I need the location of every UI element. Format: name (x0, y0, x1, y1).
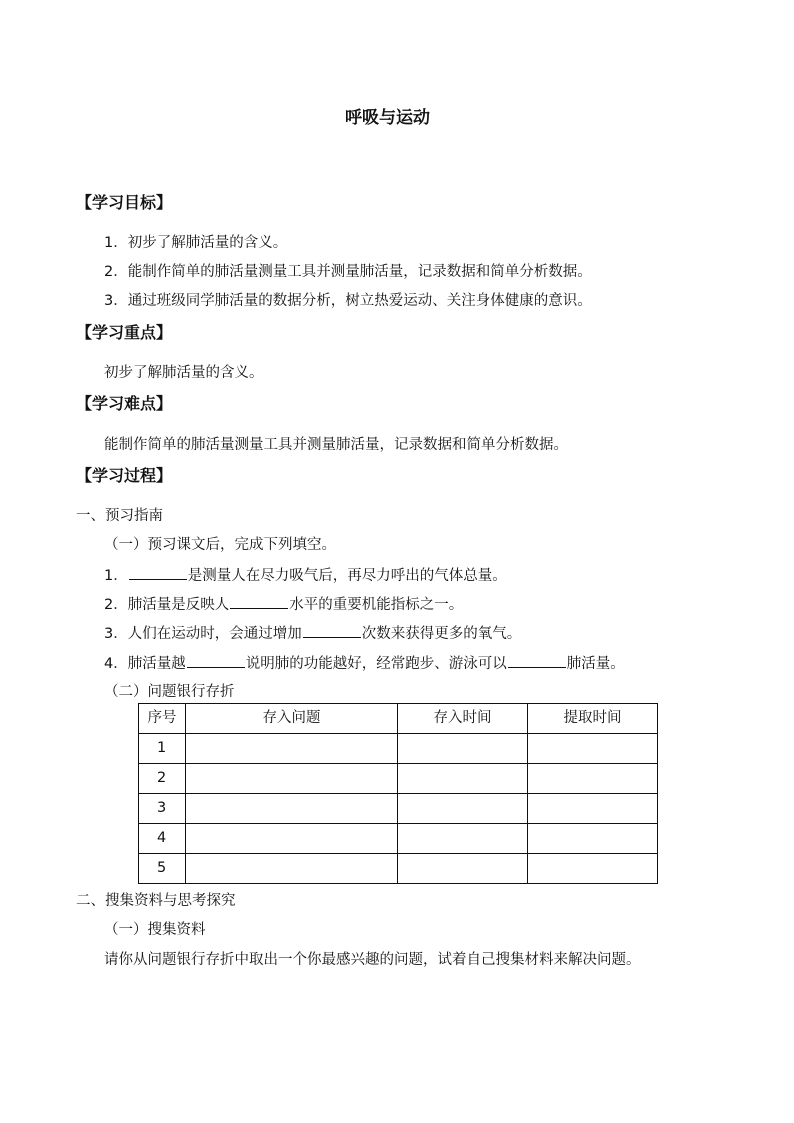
table-row (139, 794, 658, 824)
question-1-suffix: 是测量人在尽力吸气后，再尽力呼出的气体总量。 (187, 568, 507, 584)
part2-text: 请你从问题银行存折中取出一个你最感兴趣的问题，试着自己搜集材料来解决问题。 (104, 952, 641, 968)
question-1-blank[interactable] (129, 565, 187, 580)
question-3-suffix: 次数来获得更多的氧气。 (361, 626, 522, 642)
row-number: 3 (139, 794, 186, 824)
deposit-time-cell[interactable] (398, 854, 528, 884)
deposit-time-cell[interactable] (398, 794, 528, 824)
question-2 (104, 594, 463, 615)
question-cell[interactable] (186, 794, 398, 824)
question-4-suffix: 肺活量。 (566, 656, 625, 672)
key-point-text: 初步了解肺活量的含义。 (104, 365, 264, 381)
withdraw-time-cell[interactable] (528, 794, 658, 824)
question-3-blank[interactable] (303, 623, 361, 638)
difficulty-text: 能制作简单的肺活量测量工具并测量肺活量，记录数据和简单分析数据。 (104, 437, 568, 453)
question-cell[interactable] (186, 764, 398, 794)
process-heading: 【学习过程】 (76, 466, 173, 485)
question-4-prefix: 4．肺活量越 (104, 656, 186, 672)
withdraw-time-cell[interactable] (528, 854, 658, 884)
question-1-prefix: 1． (104, 568, 128, 584)
row-number: 2 (139, 764, 186, 794)
table-row (139, 854, 658, 884)
table-header-row (139, 704, 658, 734)
question-4-blank-1[interactable] (187, 653, 245, 668)
objective-item-2: 2．能制作简单的肺活量测量工具并测量肺活量，记录数据和简单分析数据。 (104, 264, 592, 280)
question-cell[interactable] (186, 854, 398, 884)
row-number: 1 (139, 734, 186, 764)
deposit-time-cell[interactable] (398, 764, 528, 794)
withdraw-time-cell[interactable] (528, 734, 658, 764)
row-number: 5 (139, 854, 186, 884)
key-point-heading: 【学习重点】 (76, 323, 173, 342)
difficulty-heading: 【学习难点】 (76, 394, 173, 413)
header-deposit-time: 存入时间 (398, 704, 528, 734)
question-4-blank-2[interactable] (508, 653, 566, 668)
question-cell[interactable] (186, 824, 398, 854)
part1-title: 一、预习指南 (76, 508, 163, 524)
question-3-prefix: 3．人们在运动时，会通过增加 (104, 626, 302, 642)
objectives-heading: 【学习目标】 (76, 193, 173, 212)
question-4 (104, 653, 625, 674)
question-1 (104, 565, 507, 586)
question-4-middle: 说明肺的功能越好，经常跑步、游泳可以 (245, 656, 507, 672)
row-number: 4 (139, 824, 186, 854)
part1-sub2: （二）问题银行存折 (104, 684, 235, 700)
table-row (139, 734, 658, 764)
question-2-suffix: 水平的重要机能指标之一。 (289, 597, 464, 613)
objective-item-3: 3．通过班级同学肺活量的数据分析，树立热爱运动、关注身体健康的意识。 (104, 293, 592, 309)
header-withdraw-time: 提取时间 (528, 704, 658, 734)
table-row (139, 824, 658, 854)
withdraw-time-cell[interactable] (528, 824, 658, 854)
part2-title: 二、搜集资料与思考探究 (76, 893, 236, 909)
withdraw-time-cell[interactable] (528, 764, 658, 794)
part1-sub1: （一）预习课文后，完成下列填空。 (104, 537, 336, 553)
header-number: 序号 (139, 704, 186, 734)
objective-item-1: 1．初步了解肺活量的含义。 (104, 235, 288, 251)
header-question: 存入问题 (186, 704, 398, 734)
page-title: 呼吸与运动 (345, 108, 430, 128)
part2-sub1: （一）搜集资料 (104, 922, 206, 938)
question-3 (104, 623, 521, 644)
question-bank-table (138, 703, 658, 884)
deposit-time-cell[interactable] (398, 824, 528, 854)
deposit-time-cell[interactable] (398, 734, 528, 764)
question-2-prefix: 2．肺活量是反映人 (104, 597, 230, 613)
table-row (139, 764, 658, 794)
question-cell[interactable] (186, 734, 398, 764)
question-2-blank[interactable] (230, 594, 288, 609)
